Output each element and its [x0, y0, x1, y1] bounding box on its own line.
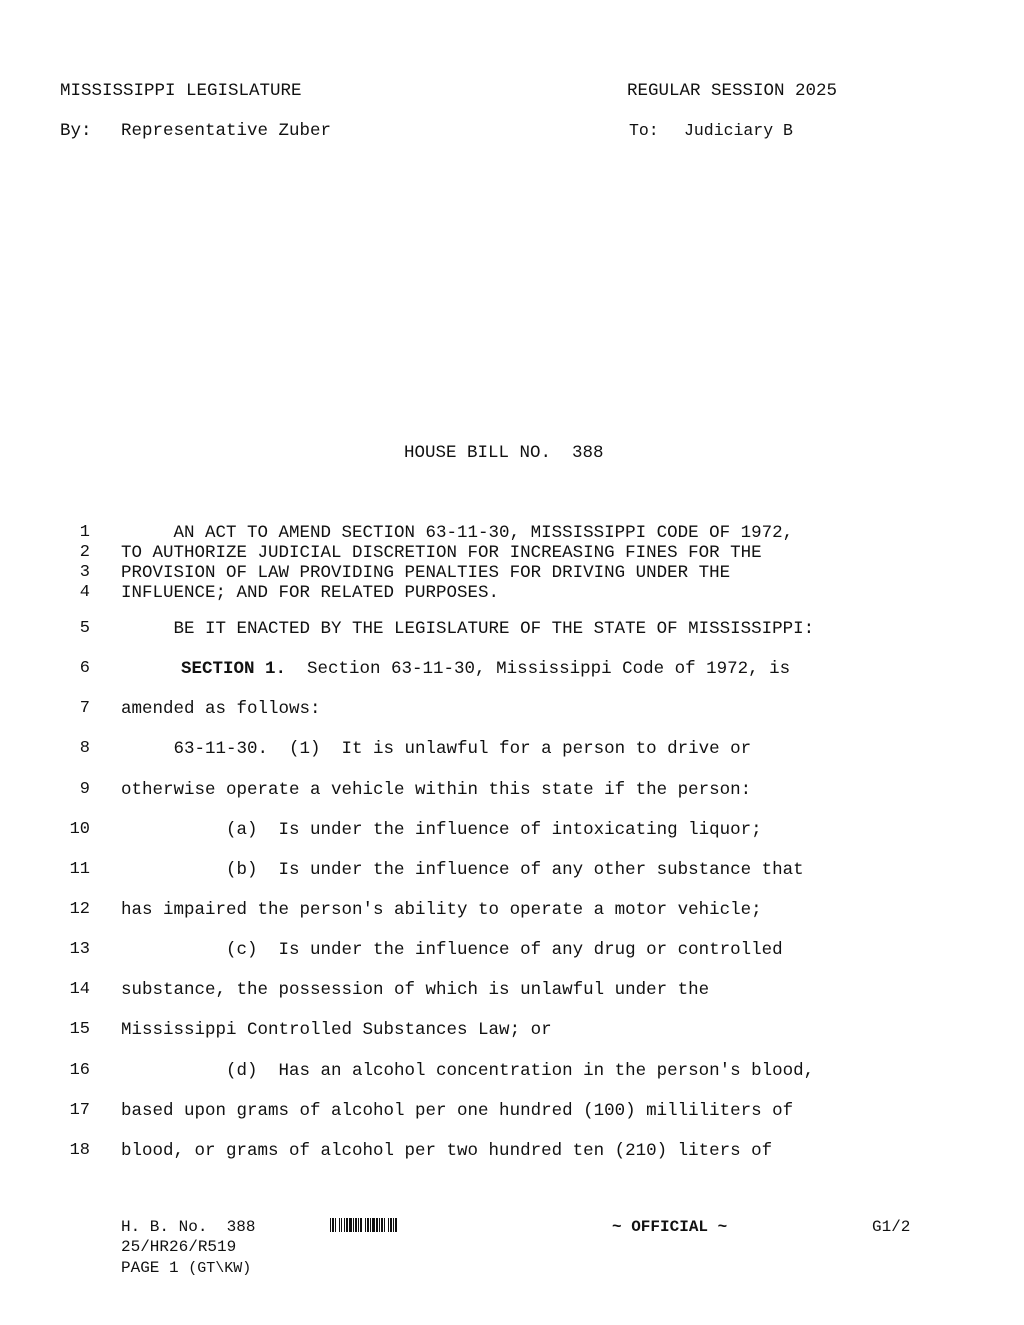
initials: (GT\KW): [188, 1260, 252, 1277]
line-number: 10: [69, 820, 90, 839]
line-text: blood, or grams of alcohol per two hundred ten (210) liters of: [121, 1141, 773, 1161]
line-text: (d) Has an alcohol concentration in the person's blood,: [121, 1061, 815, 1081]
bill-line: [121, 860, 804, 880]
line-number: 16: [69, 1061, 90, 1080]
line-number: 1: [79, 523, 90, 542]
line-text: (b) Is under the influence of any other substance that: [121, 860, 804, 880]
line-number: 8: [79, 739, 90, 758]
bill-line: [121, 619, 814, 639]
bill-line: [121, 543, 762, 563]
line-text: AN ACT TO AMEND SECTION 63-11-30, MISSISSIPPI CODE OF 1972,: [121, 523, 794, 543]
group-code: G1/2: [872, 1218, 911, 1236]
line-number: 17: [69, 1101, 90, 1120]
line-number: 2: [79, 543, 90, 562]
line-text: substance, the possession of which is unlawful under the: [121, 980, 710, 1000]
bill-line: [121, 1141, 772, 1161]
line-number: 12: [69, 900, 90, 919]
bill-line: [121, 1061, 814, 1081]
bill-line: [121, 523, 793, 543]
line-text: BE IT ENACTED BY THE LEGISLATURE OF THE STATE OF MISSISSIPPI:: [121, 619, 815, 639]
bill-line: [181, 659, 790, 679]
line-text: TO AUTHORIZE JUDICIAL DISCRETION FOR INCREASING FINES FOR THE: [121, 543, 762, 563]
line-number: 13: [69, 940, 90, 959]
line-text: Section 63-11-30, Mississippi Code of 1972, is: [286, 659, 791, 679]
legislature-label: MISSISSIPPI LEGISLATURE: [60, 81, 302, 101]
bill-line: [121, 1101, 793, 1121]
line-number: 6: [79, 659, 90, 678]
session-label: REGULAR SESSION 2025: [627, 81, 838, 101]
bill-line: [121, 1020, 552, 1040]
line-text: amended as follows:: [121, 699, 321, 719]
line-number: 15: [69, 1020, 90, 1039]
sponsor-name: Representative Zuber: [121, 121, 332, 141]
section-heading: SECTION 1.: [181, 659, 287, 679]
line-text: INFLUENCE; AND FOR RELATED PURPOSES.: [121, 583, 500, 603]
line-text: based upon grams of alcohol per one hundred (100) milliliters of: [121, 1101, 794, 1121]
line-number: 4: [79, 583, 90, 602]
bill-line: [121, 563, 730, 583]
line-text: (a) Is under the influence of intoxicating liquor;: [121, 820, 762, 840]
line-text: (c) Is under the influence of any drug or controlled: [121, 940, 783, 960]
bill-line: [121, 739, 751, 759]
bill-line: [121, 699, 321, 719]
bill-line: [121, 940, 783, 960]
official-label: ~ OFFICIAL ~: [612, 1218, 728, 1236]
line-number: 14: [69, 980, 90, 999]
bill-line: [121, 583, 499, 603]
footer-bill-ref: H. B. No. 388: [121, 1218, 256, 1236]
line-number: 11: [69, 860, 90, 879]
by-label: By:: [60, 121, 92, 141]
line-text: 63-11-30. (1) It is unlawful for a person to drive or: [121, 739, 752, 759]
line-number: 7: [79, 699, 90, 718]
line-text: has impaired the person's ability to operate a motor vehicle;: [121, 900, 762, 920]
document-code: 25/HR26/R519: [121, 1238, 237, 1256]
line-text: PROVISION OF LAW PROVIDING PENALTIES FOR DRIVING UNDER THE: [121, 563, 731, 583]
page-label: PAGE 1: [121, 1259, 179, 1277]
line-text: otherwise operate a vehicle within this state if the person:: [121, 780, 752, 800]
line-number: 3: [79, 563, 90, 582]
barcode-icon: [330, 1218, 473, 1232]
to-label: To:: [629, 121, 659, 140]
page-number: [121, 1259, 251, 1277]
line-number: 9: [79, 780, 90, 799]
bill-line: [121, 900, 762, 920]
bill-line: [121, 780, 751, 800]
bill-title: HOUSE BILL NO. 388: [404, 443, 604, 463]
line-number: 5: [79, 619, 90, 638]
bill-line: [121, 820, 762, 840]
line-text: Mississippi Controlled Substances Law; or: [121, 1020, 552, 1040]
bill-line: [121, 980, 709, 1000]
line-number: 18: [69, 1141, 90, 1160]
committee-name: Judiciary B: [684, 121, 793, 140]
